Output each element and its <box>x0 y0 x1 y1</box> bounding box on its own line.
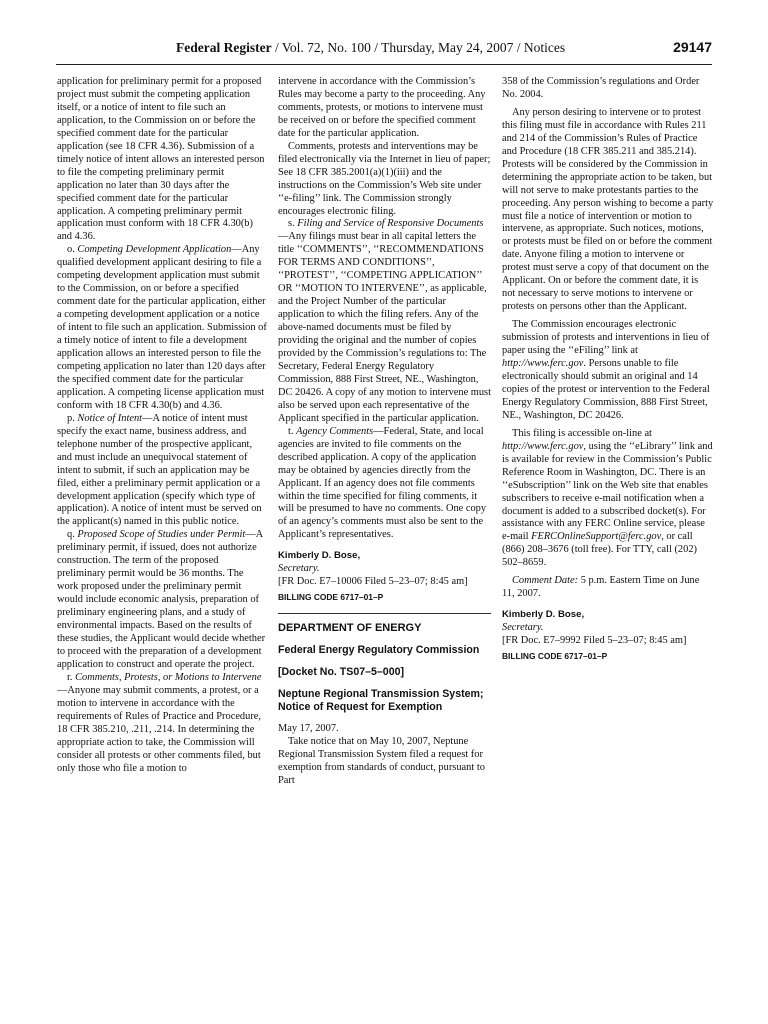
item-label: r. <box>67 671 73 683</box>
journal-name: Federal Register <box>176 40 272 55</box>
paragraph: application for preliminary permit for a proposed project must submit the competing application itself, or a notice of intent to file such an application, to the Commission on or before the specified comment date for the particular application (see 18 CFR 4.36). Submission of a timely notice of intent allows an interested person to file the competing preliminary permit application no later than 30 days after the specified comment date for the particular application. A competing preliminary permit application must conform with 18 CFR 4.30(b) and 4.36. <box>57 76 265 243</box>
comment-date-label: Comment Date: <box>512 575 579 587</box>
text-run: , using the ‘‘eLibrary’’ link and is available for review in the Commission’s Public Reference Room in Washington, DC. There is an ‘‘eSubscription’’ link on the Web site that enables subscribers to receive e-mail notification when a document is added to a subscribed docket(s). For assistance with any FERC Online service, please e-mail <box>502 440 713 543</box>
running-head <box>176 40 565 56</box>
text-run: The Commission encourages electronic submission of protests and interventions in lieu of paper using the ‘‘eFiling’’ link at <box>502 319 710 357</box>
notice-date: May 17, 2007. <box>278 723 339 735</box>
page-number: 29147 <box>673 39 712 55</box>
column-2 <box>278 76 491 788</box>
item-label: q. <box>67 529 75 541</box>
paragraph: Comments, protests and interventions may be filed electronically via the Internet in lieu of paper; See 18 CFR 385.2001(a)(1)(iii) and the instructions on the Commission’s Web site under ‘‘e-filing’’ link. The Commission strongly encourages electronic filing. <box>278 140 491 217</box>
section-divider <box>278 613 491 614</box>
agency-heading: Federal Energy Regulatory Commission <box>278 644 480 657</box>
column-1 <box>57 76 267 775</box>
paragraph-online <box>502 428 714 570</box>
comment-date <box>502 575 714 601</box>
item-label: p. <box>67 412 75 424</box>
paragraph: Take notice that on May 10, 2007, Neptune Regional Transmission System filed a request for exemption from standards of conduct, pursuant to Part <box>278 735 485 786</box>
paragraph-t <box>278 426 491 543</box>
paragraph-s <box>278 218 491 425</box>
paragraph-p <box>57 413 267 530</box>
paragraph: 358 of the Commission’s regulations and Order No. 2004. <box>502 76 700 100</box>
notice-subject: Neptune Regional Transmission System; Notice of Request for Exemption <box>278 688 484 714</box>
signer-title <box>278 563 491 576</box>
fr-doc-line: [FR Doc. E7–9992 Filed 5–23–07; 8:45 am] <box>502 635 687 647</box>
item-title: Notice of Intent <box>77 412 143 424</box>
text-run: , or call (866) 208–3676 (toll free). For TTY, call (202) 502–8659. <box>502 531 697 569</box>
support-email-link[interactable]: FERCOnlineSupport@ferc.gov <box>531 531 662 543</box>
item-title: Competing Development Application <box>77 244 232 256</box>
paragraph-o <box>57 244 267 412</box>
paragraph-efiling <box>502 319 714 423</box>
signer-title-text: Secretary. <box>502 622 544 634</box>
item-text: —A notice of intent must specify the exact name, business address, and telephone number of the prospective applicant, and must include an unequivocal statement of intent to submit, if such an application may be filed, either a preliminary permit application or a development application (specify which type of application). A notice of intent must be served on the applicant(s) named in this public notice. <box>57 412 262 528</box>
issue-info: / Vol. 72, No. 100 / Thursday, May 24, 2007 / Notices <box>271 40 566 55</box>
item-label: o. <box>67 244 75 256</box>
paragraph-r <box>57 672 267 776</box>
signer-name: Kimberly D. Bose, <box>278 550 361 562</box>
item-title: Agency Comments <box>296 425 374 437</box>
paragraph: Any person desiring to intervene or to protest this filing must file in accordance with Rules 211 and 214 of the Commission’s Rules of Practice and Procedure (18 CFR 385.211 and 385.214). Protests will be considered by the Commission in determining the appropriate action to be taken, but will not serve to make protestants parties to the proceeding. Any person wishing to become a party must file a notice of intervention or motion to intervene, as appropriate. Such notices, motions, or protests must be filed on or before the comment date. Anyone filing a motion to intervene or protest must serve a copy of that document on the Applicant. On or before the comment date, it is not necessary to serve motions to intervene or protests on persons other than the Applicant. <box>502 106 714 313</box>
billing-code: BILLING CODE 6717–01–P <box>502 651 608 662</box>
item-text: —Anyone may submit comments, a protest, or a motion to intervene in accordance with the requirements of Rules of Practice and Procedure, 18 CFR 385.210, .211, .214. In determining the appropriate action to take, the Commission will consider all protests or other comments filed, but only those who file a motion to <box>57 684 261 774</box>
ferc-link[interactable]: http://www.ferc.gov <box>502 440 584 452</box>
signer-name: Kimberly D. Bose, <box>502 609 585 621</box>
signer-title <box>502 622 714 635</box>
comment-date-text: 5 p.m. Eastern Time on June 11, 2007. <box>502 575 700 600</box>
fr-doc-line: [FR Doc. E7–10006 Filed 5–23–07; 8:45 am] <box>278 576 468 588</box>
item-title: Filing and Service of Responsive Documents <box>297 218 484 230</box>
signer-title-text: Secretary. <box>278 563 320 575</box>
item-title: Proposed Scope of Studies under Permit <box>77 529 246 541</box>
item-label: t. <box>288 425 294 437</box>
text-run: . Persons unable to file electronically should submit an original and 14 copies of the protest or intervention to the Federal Energy Regulatory Commission, 888 First Street, NE., Washington, DC 20426. <box>502 358 710 421</box>
item-text: —Any qualified development applicant desiring to file a competing development application must submit to the Commission, on or before a specified comment date for the particular application, either a competing development application or a notice of intent to file such an application. Submission of a timely notice of intent to file a development application allows an interested person to file the competing application no later than 120 days after the specified comment date for the particular application. A competing license application must conform with 18 CFR 4.30(b) and 4.36. <box>57 244 267 411</box>
item-text: —Federal, State, and local agencies are invited to file comments on the described application. A copy of the application may be obtained by agencies directly from the Applicant. If an agency does not file comments within the time specified for filing comments, it will be presumed to have no comments. One copy of an agency’s comments must also be sent to the Applicant’s representatives. <box>278 425 487 541</box>
department-heading: DEPARTMENT OF ENERGY <box>278 622 422 635</box>
paragraph: intervene in accordance with the Commission’s Rules may become a party to the proceeding. Any comments, protests, or motions to intervene must be received on or before the specified comment date for the particular application. <box>278 76 486 139</box>
item-label: s. <box>288 218 295 230</box>
paragraph-q <box>57 529 267 671</box>
text-run: This filing is accessible on-line at <box>512 427 652 439</box>
page-header <box>56 38 712 65</box>
item-text: —Any filings must bear in all capital letters the title ‘‘COMMENTS’’, ‘‘RECOMMENDATIONS FOR TERMS AND CONDITIONS’’, ‘‘PROTEST’’, ‘‘COMPETING APPLICATION’’ OR ‘‘MOTION TO INTERVENE’’, as applicable, and the Project Number of the particular application to which the filing refers. Any of the above-named documents must be filed by providing the original and the number of copies provided by the Commission’s regulations to: The Secretary, Federal Energy Regulatory Commission, 888 First Street, NE., Washington, DC 20426. A copy of any motion to intervene must also be served upon each representative of the Applicant specified in the particular application. <box>278 231 491 424</box>
column-3 <box>502 76 714 663</box>
item-text: —A preliminary permit, if issued, does not authorize construction. The term of the proposed preliminary permit would be 36 months. The work proposed under the preliminary permit would include economic analysis, preparation of preliminary engineering plans, and a study of environmental impacts. Based on the results of these studies, the Applicant would decide whether to proceed with the preparation of a development application to construct and operate the project. <box>57 529 266 670</box>
docket-number: [Docket No. TS07–5–000] <box>278 666 405 679</box>
item-title: Comments, Protests, or Motions to Intervene <box>75 671 262 683</box>
ferc-link[interactable]: http://www.ferc.gov <box>502 358 584 370</box>
billing-code: BILLING CODE 6717–01–P <box>278 592 384 603</box>
